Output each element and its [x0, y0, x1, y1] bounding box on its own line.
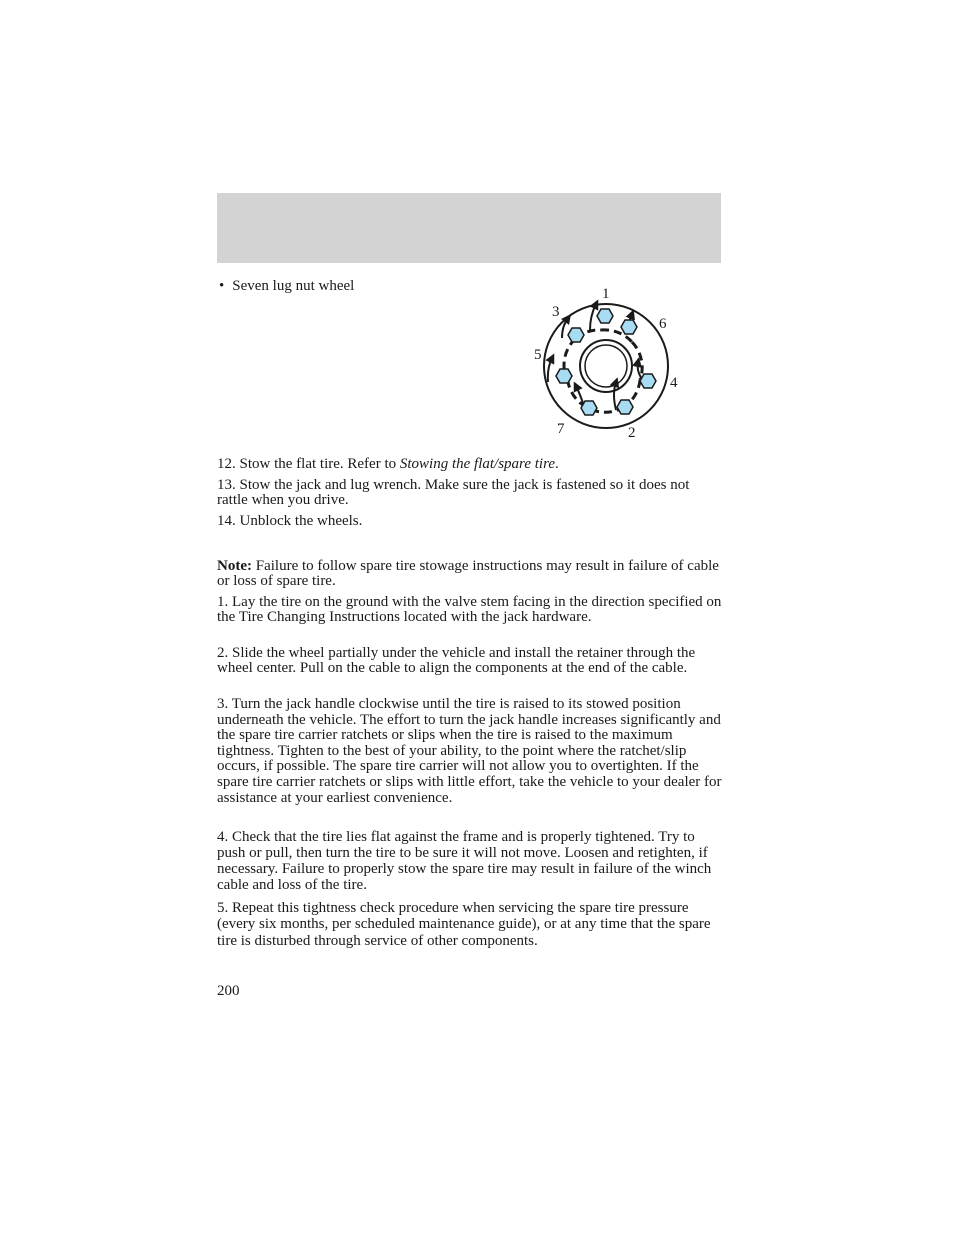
step-12: [217, 457, 723, 472]
wheel-hub-outer: [580, 340, 632, 392]
step-12-text: 12. Stow the flat tire. Refer to: [217, 456, 400, 472]
step-13: [217, 478, 723, 509]
section-header-band: [217, 193, 721, 263]
note-label: Note:: [217, 558, 252, 574]
stow-step-1: [217, 595, 723, 626]
step-14-text: 14. Unblock the wheels.: [217, 513, 363, 529]
step-12-reference: Stowing the flat/spare tire: [399, 456, 556, 472]
bullet-seven-lug: [219, 277, 354, 295]
lug-nut-1: [597, 309, 613, 323]
stow-step-2: [217, 646, 723, 677]
label-5: 5: [534, 347, 542, 363]
stow-step-3: [217, 697, 723, 806]
bullet-dot: •: [219, 278, 225, 294]
note: [217, 559, 723, 590]
stow-step-4-text: 4. Check that the tire lies flat against the frame and is properly tightened. Try to push or pull, then turn the tire to be sure it will not move. Loosen and retighten, if necessary. Failure to properly stow the spare tire may result in failure of the winch cable and loss of the tire.: [217, 829, 712, 893]
wheel-hub-inner: [585, 345, 627, 387]
label-4: 4: [670, 375, 678, 391]
stow-step-4: [217, 829, 723, 893]
bullet-text: Seven lug nut wheel: [232, 278, 355, 294]
lug-nut-4: [640, 374, 656, 388]
label-2: 2: [628, 425, 636, 441]
lug-nut-6: [621, 320, 637, 334]
page-number: 200: [217, 983, 240, 999]
label-7: 7: [557, 421, 565, 437]
stow-step-3-text: 3. Turn the jack handle clockwise until the tire is raised to its stowed position underneath the vehicle. The effort to turn the jack handle increases significantly and the spare tire carrier ratchets or slips when the tire is raised to the maximum tightness. Tighten to the best of your ability, to the point where the ratchet/slip occurs, if possible. The spare tire carrier will not allow you to overtighten. If the spare tire carrier ratchets or slips with little effort, take the vehicle to your dealer for assistance at your earliest convenience.: [217, 696, 722, 806]
label-6: 6: [659, 316, 667, 332]
step-12-suffix: .: [555, 456, 559, 472]
lug-nut-2: [617, 400, 633, 414]
step-13-text: 13. Stow the jack and lug wrench. Make sure the jack is fastened so it does not rattle when you drive.: [217, 477, 690, 509]
lug-nut-7: [581, 401, 597, 415]
lug-nut-5: [556, 369, 572, 383]
note-text: Failure to follow spare tire stowage instructions may result in failure of cable or loss of spare tire.: [217, 558, 719, 590]
label-1: 1: [602, 286, 610, 302]
lug-nuts: [556, 309, 656, 415]
lug-nut-tightening-diagram: [528, 282, 688, 442]
stow-step-2-text: 2. Slide the wheel partially under the vehicle and install the retainer through the wheel center. Pull on the cable to align the components at the end of the cable.: [217, 645, 696, 677]
lug-nut-3: [568, 328, 584, 342]
stow-step-5-text: 5. Repeat this tightness check procedure when servicing the spare tire pressure (every six months, per scheduled maintenance guide), or at any time that the spare tire is disturbed through service of other components.: [217, 900, 711, 949]
stow-step-1-text: 1. Lay the tire on the ground with the valve stem facing in the direction specified on the Tire Changing Instructions located with the jack hardware.: [217, 594, 722, 626]
step-14: [217, 514, 723, 529]
stow-step-5: [217, 900, 723, 949]
label-3: 3: [552, 304, 560, 320]
